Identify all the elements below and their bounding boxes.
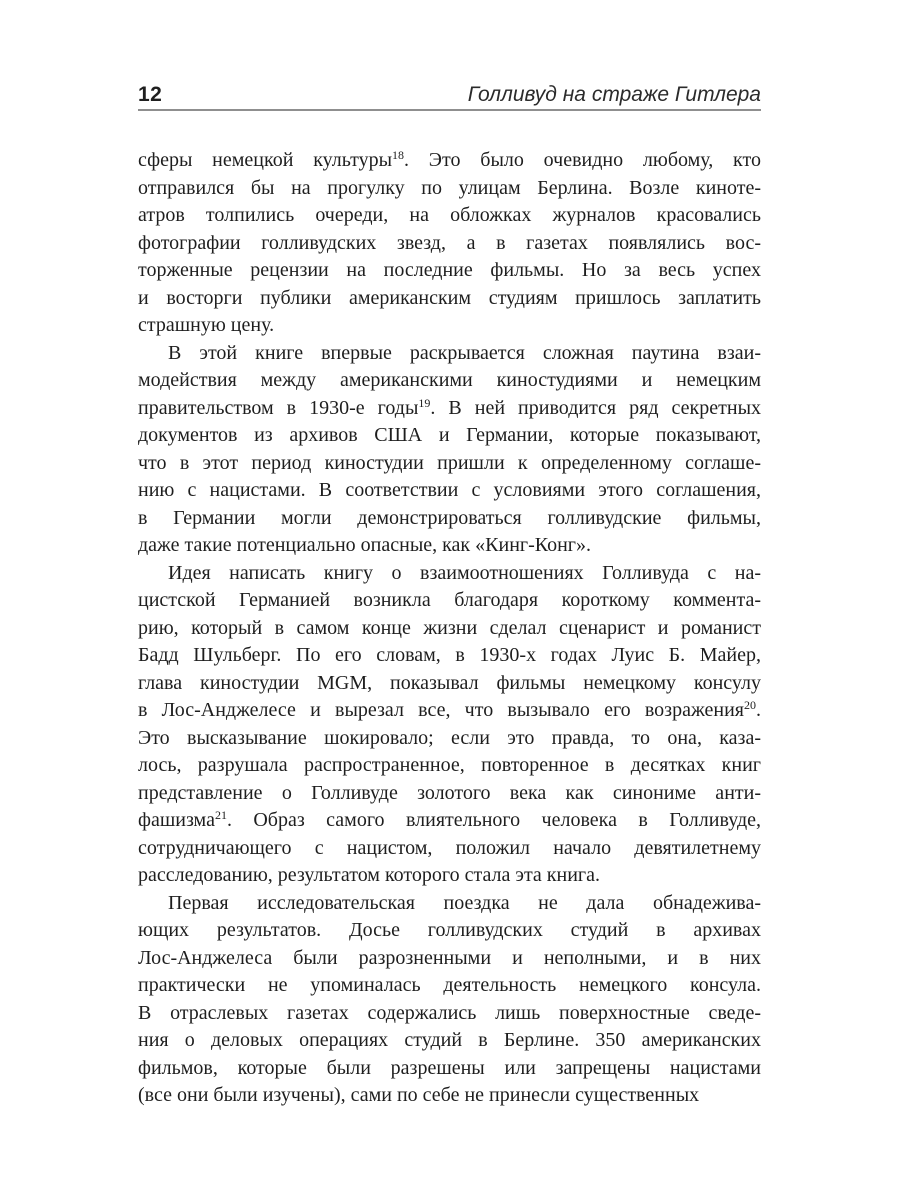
text-line: торженные рецензии на последние фильмы. Но за весь успех — [138, 259, 761, 281]
text-line: атров толпились очереди, на обложках журналов красовались — [138, 204, 761, 226]
paragraph — [138, 560, 761, 890]
text-line: Первая исследовательская поездка не дала обнадежива- — [168, 891, 761, 914]
text-line: В этой книге впервые раскрывается сложная паутина взаи- — [168, 341, 761, 364]
text-line: в Лос-Анджелесе и вырезал все, что вызывало его возражения$^{20}$. — [138, 698, 761, 721]
text-line: фотографии голливудских звезд, а в газетах появлялись вос- — [138, 231, 761, 254]
text-line: сферы немецкой культуры$^{18}$. Это было очевидно любому, кто — [138, 148, 761, 171]
text-line: ния о деловых операциях студий в Берлине. 350 американских — [138, 1029, 761, 1051]
text-line: нию с нацистами. В соответствии с условиями этого соглашения, — [138, 479, 761, 501]
footnote-marker: 19 — [418, 395, 431, 410]
text-line: даже такие потенциально опасные, как «Кинг-Конг». — [138, 534, 592, 556]
text-line: Бадд Шульберг. По его словам, в 1930-х годах Луис Б. Майер, — [138, 644, 761, 666]
text-line: фашизма$^{21}$. Образ самого влиятельного человека в Голливуде, — [138, 808, 761, 831]
paragraph — [138, 890, 761, 1110]
text-line: документов из архивов США и Германии, которые показывают, — [138, 424, 761, 446]
text-line: представление о Голливуде золотого века как синониме анти- — [138, 781, 761, 804]
text-line: фильмов, которые были разрешены или запрещены нацистами — [138, 1056, 761, 1079]
text-line: Лос-Анджелеса были разрозненными и неполными, и в них — [138, 946, 761, 969]
text-line: что в этот период киностудии пришли к определенному соглаше- — [138, 451, 761, 474]
text-block — [138, 147, 761, 1110]
footnote-marker: 20 — [744, 698, 756, 712]
text-line: лось, разрушала распространенное, повторенное в десятках книг — [138, 754, 761, 776]
text-line: правительством в 1930-е годы$^{19}$. В ней приводится ряд секретных — [138, 395, 762, 419]
text-line: в Германии могли демонстрироваться голливудские фильмы, — [138, 506, 761, 529]
page-number: 12 — [138, 83, 163, 106]
text-line: цистской Германией возникла благодаря короткому коммента- — [138, 589, 761, 611]
text-line: расследованию, результатом которого стала эта книга. — [138, 864, 601, 886]
text-line: (все они были изучены), сами по себе не принесли существенных — [138, 1084, 700, 1106]
text-line: страшную цену. — [138, 314, 275, 336]
footnote-marker: 18 — [392, 148, 405, 162]
text-line: отправился бы на прогулку по улицам Берлина. Возле киноте- — [138, 176, 761, 199]
page-header — [138, 83, 761, 107]
text-line: глава киностудии MGM, показывал фильмы немецкому консулу — [138, 671, 761, 694]
paragraph — [138, 340, 761, 560]
text-line: Идея написать книгу о взаимоотношениях Голливуда с на- — [168, 561, 761, 584]
header-rule — [138, 109, 761, 111]
text-line: модействия между американскими киностудиями и немецким — [138, 369, 761, 391]
text-line: и восторги публики американским студиям пришлось заплатить — [138, 286, 761, 309]
text-line: рию, который в самом конце жизни сделал сценарист и романист — [138, 616, 761, 639]
text-line: ющих результатов. Досье голливудских студий в архивах — [138, 919, 761, 941]
running-title: Голливуд на страже Гитлера — [467, 83, 761, 106]
footnote-marker: 21 — [214, 808, 227, 822]
text-line: В отраслевых газетах содержались лишь поверхностные сведе- — [138, 1001, 761, 1024]
text-line: Это высказывание шокировало; если это правда, то она, каза- — [138, 726, 761, 749]
text-line: практически не упоминалась деятельность немецкого консула. — [138, 974, 761, 996]
text-line: сотрудничающего с нацистом, положил начало девятилетнему — [138, 836, 761, 859]
paragraph — [138, 147, 761, 340]
